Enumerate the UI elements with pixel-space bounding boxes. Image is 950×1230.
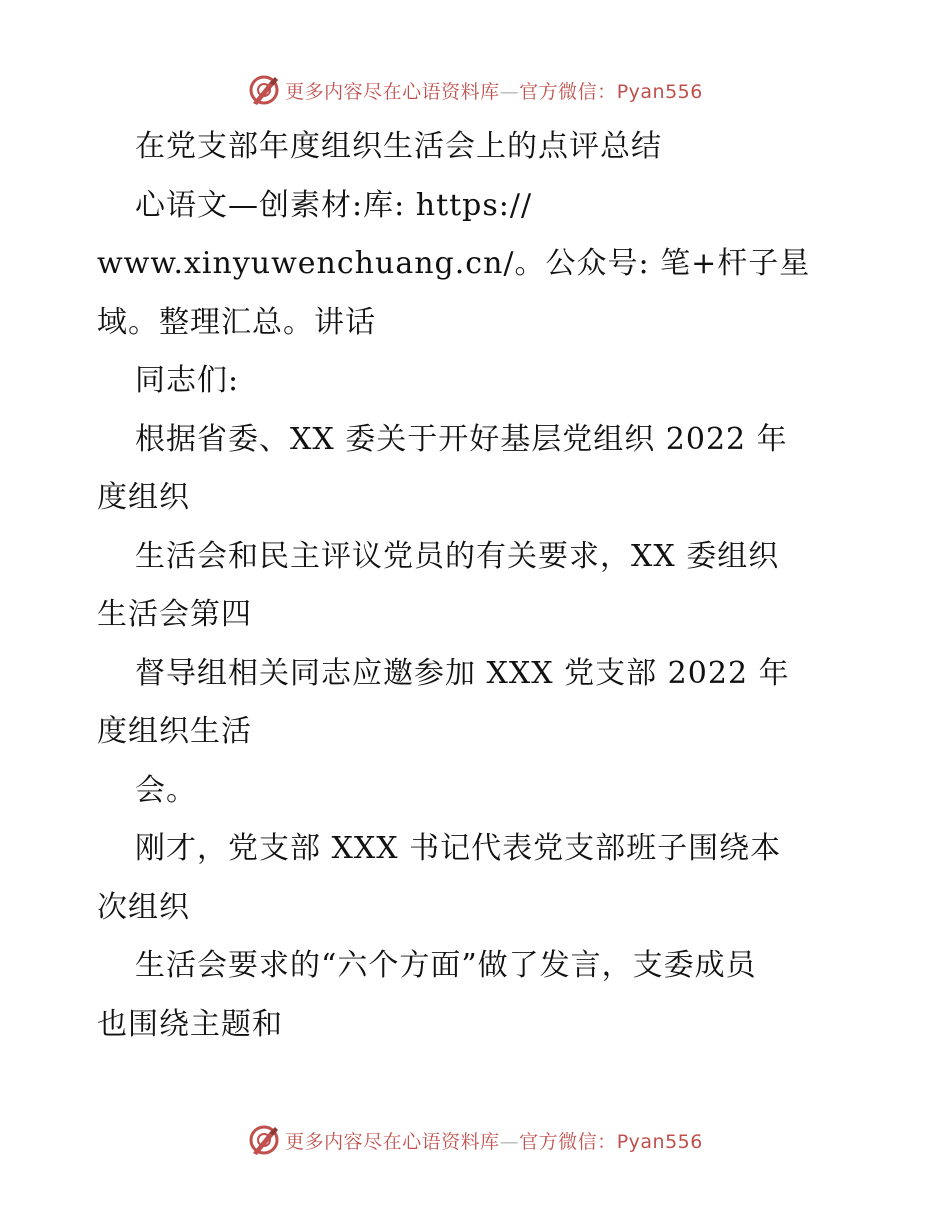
document-line: 度组织 — [97, 480, 190, 515]
header-watermark-banner — [0, 70, 950, 110]
document-line: 生活会和民主评议党员的有关要求，XX 委组织 — [135, 538, 780, 574]
document-line: 会。 — [135, 772, 197, 808]
banner-text — [285, 77, 703, 104]
banner-main-text: 更多内容尽在心语资料库 — [285, 80, 500, 103]
document-line: 督导组相关同志应邀参加 XXX 党支部 2022 年 — [135, 655, 790, 691]
banner-sub-text: 官方微信： — [519, 80, 617, 103]
banner-text — [285, 1127, 703, 1154]
banner-dash: — — [499, 80, 520, 103]
banner-dash: — — [499, 1130, 520, 1153]
document-line: 在党支部年度组织生活会上的点评总结 — [135, 129, 662, 164]
document-body — [97, 118, 857, 1054]
document-line: www.xinyuwenchuang.cn/。公众号: 笔+杆子星 — [97, 246, 811, 281]
document-line: 同志们: — [135, 363, 240, 398]
document-line: 生活会第四 — [97, 597, 252, 632]
document-line: 域。整理汇总。讲话 — [97, 304, 376, 340]
pen-logo-icon — [247, 1123, 281, 1157]
document-line: 根据省委、XX 委关于开好基层党组织 2022 年 — [135, 421, 788, 457]
document-line: 刚才，党支部 XXX 书记代表党支部班子围绕本 — [135, 831, 782, 866]
document-line: 心语文—创素材:库: https:// — [135, 187, 533, 223]
document-line: 度组织生活 — [97, 714, 252, 749]
document-line: 生活会要求的“六个方面”做了发言，支委成员 — [135, 948, 757, 983]
banner-sub-text: 官方微信： — [519, 1130, 617, 1153]
banner-id: Pyan556 — [616, 1130, 703, 1153]
banner-id: Pyan556 — [616, 80, 703, 103]
document-line: 也围绕主题和 — [97, 1006, 283, 1042]
document-line: 次组织 — [97, 889, 190, 925]
banner-main-text: 更多内容尽在心语资料库 — [285, 1130, 500, 1153]
footer-watermark-banner — [0, 1120, 950, 1160]
pen-logo-icon — [247, 73, 281, 107]
